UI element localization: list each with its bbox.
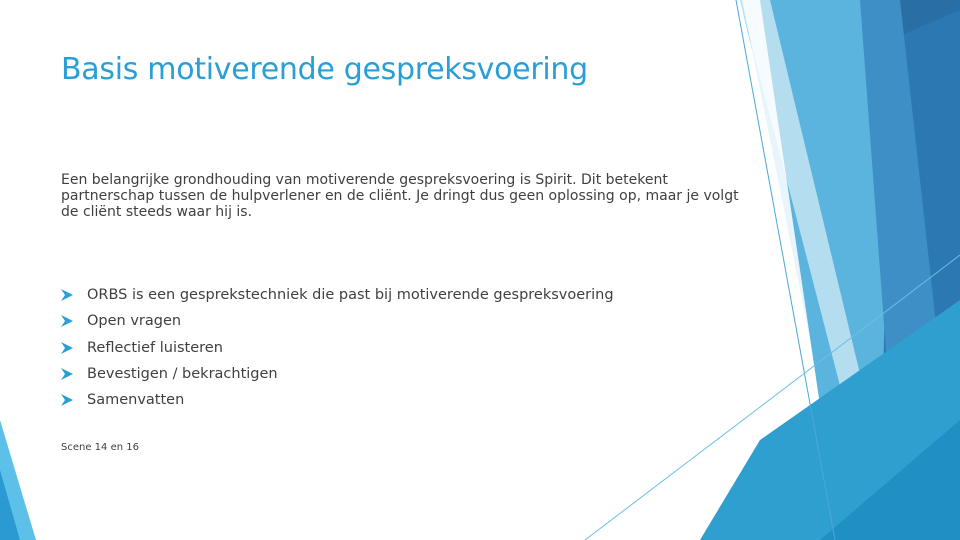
- arrowhead-bullet-icon: [61, 315, 73, 327]
- bullet-list: [61, 282, 614, 413]
- list-item: [61, 335, 614, 361]
- list-item: [61, 361, 614, 387]
- arrowhead-bullet-icon: [61, 394, 73, 406]
- list-item-label: Open vragen: [87, 313, 182, 330]
- list-item-label: Samenvatten: [87, 392, 185, 409]
- list-item: [61, 308, 614, 334]
- list-item-label: Reflectief luisteren: [87, 339, 223, 356]
- list-item: [61, 387, 614, 413]
- arrowhead-bullet-icon: [61, 368, 73, 380]
- list-item: [61, 282, 614, 308]
- scene-note: Scene 14 en 16: [61, 442, 139, 453]
- arrowhead-bullet-icon: [61, 289, 73, 301]
- intro-paragraph: Een belangrijke grondhouding van motiverende gespreksvoering is Spirit. Dit betekent partnerschap tussen de hulpverlener en de cliënt. Je dringt dus geen oplossing op, maar je volgt de cliënt steeds waar hij is.: [61, 172, 739, 220]
- slide-title: Basis motiverende gespreksvoering: [61, 52, 588, 87]
- list-item-label: ORBS is een gesprekstechniek die past bij motiverende gespreksvoering: [87, 287, 614, 304]
- list-item-label: Bevestigen / bekrachtigen: [87, 366, 278, 383]
- arrowhead-bullet-icon: [61, 342, 73, 354]
